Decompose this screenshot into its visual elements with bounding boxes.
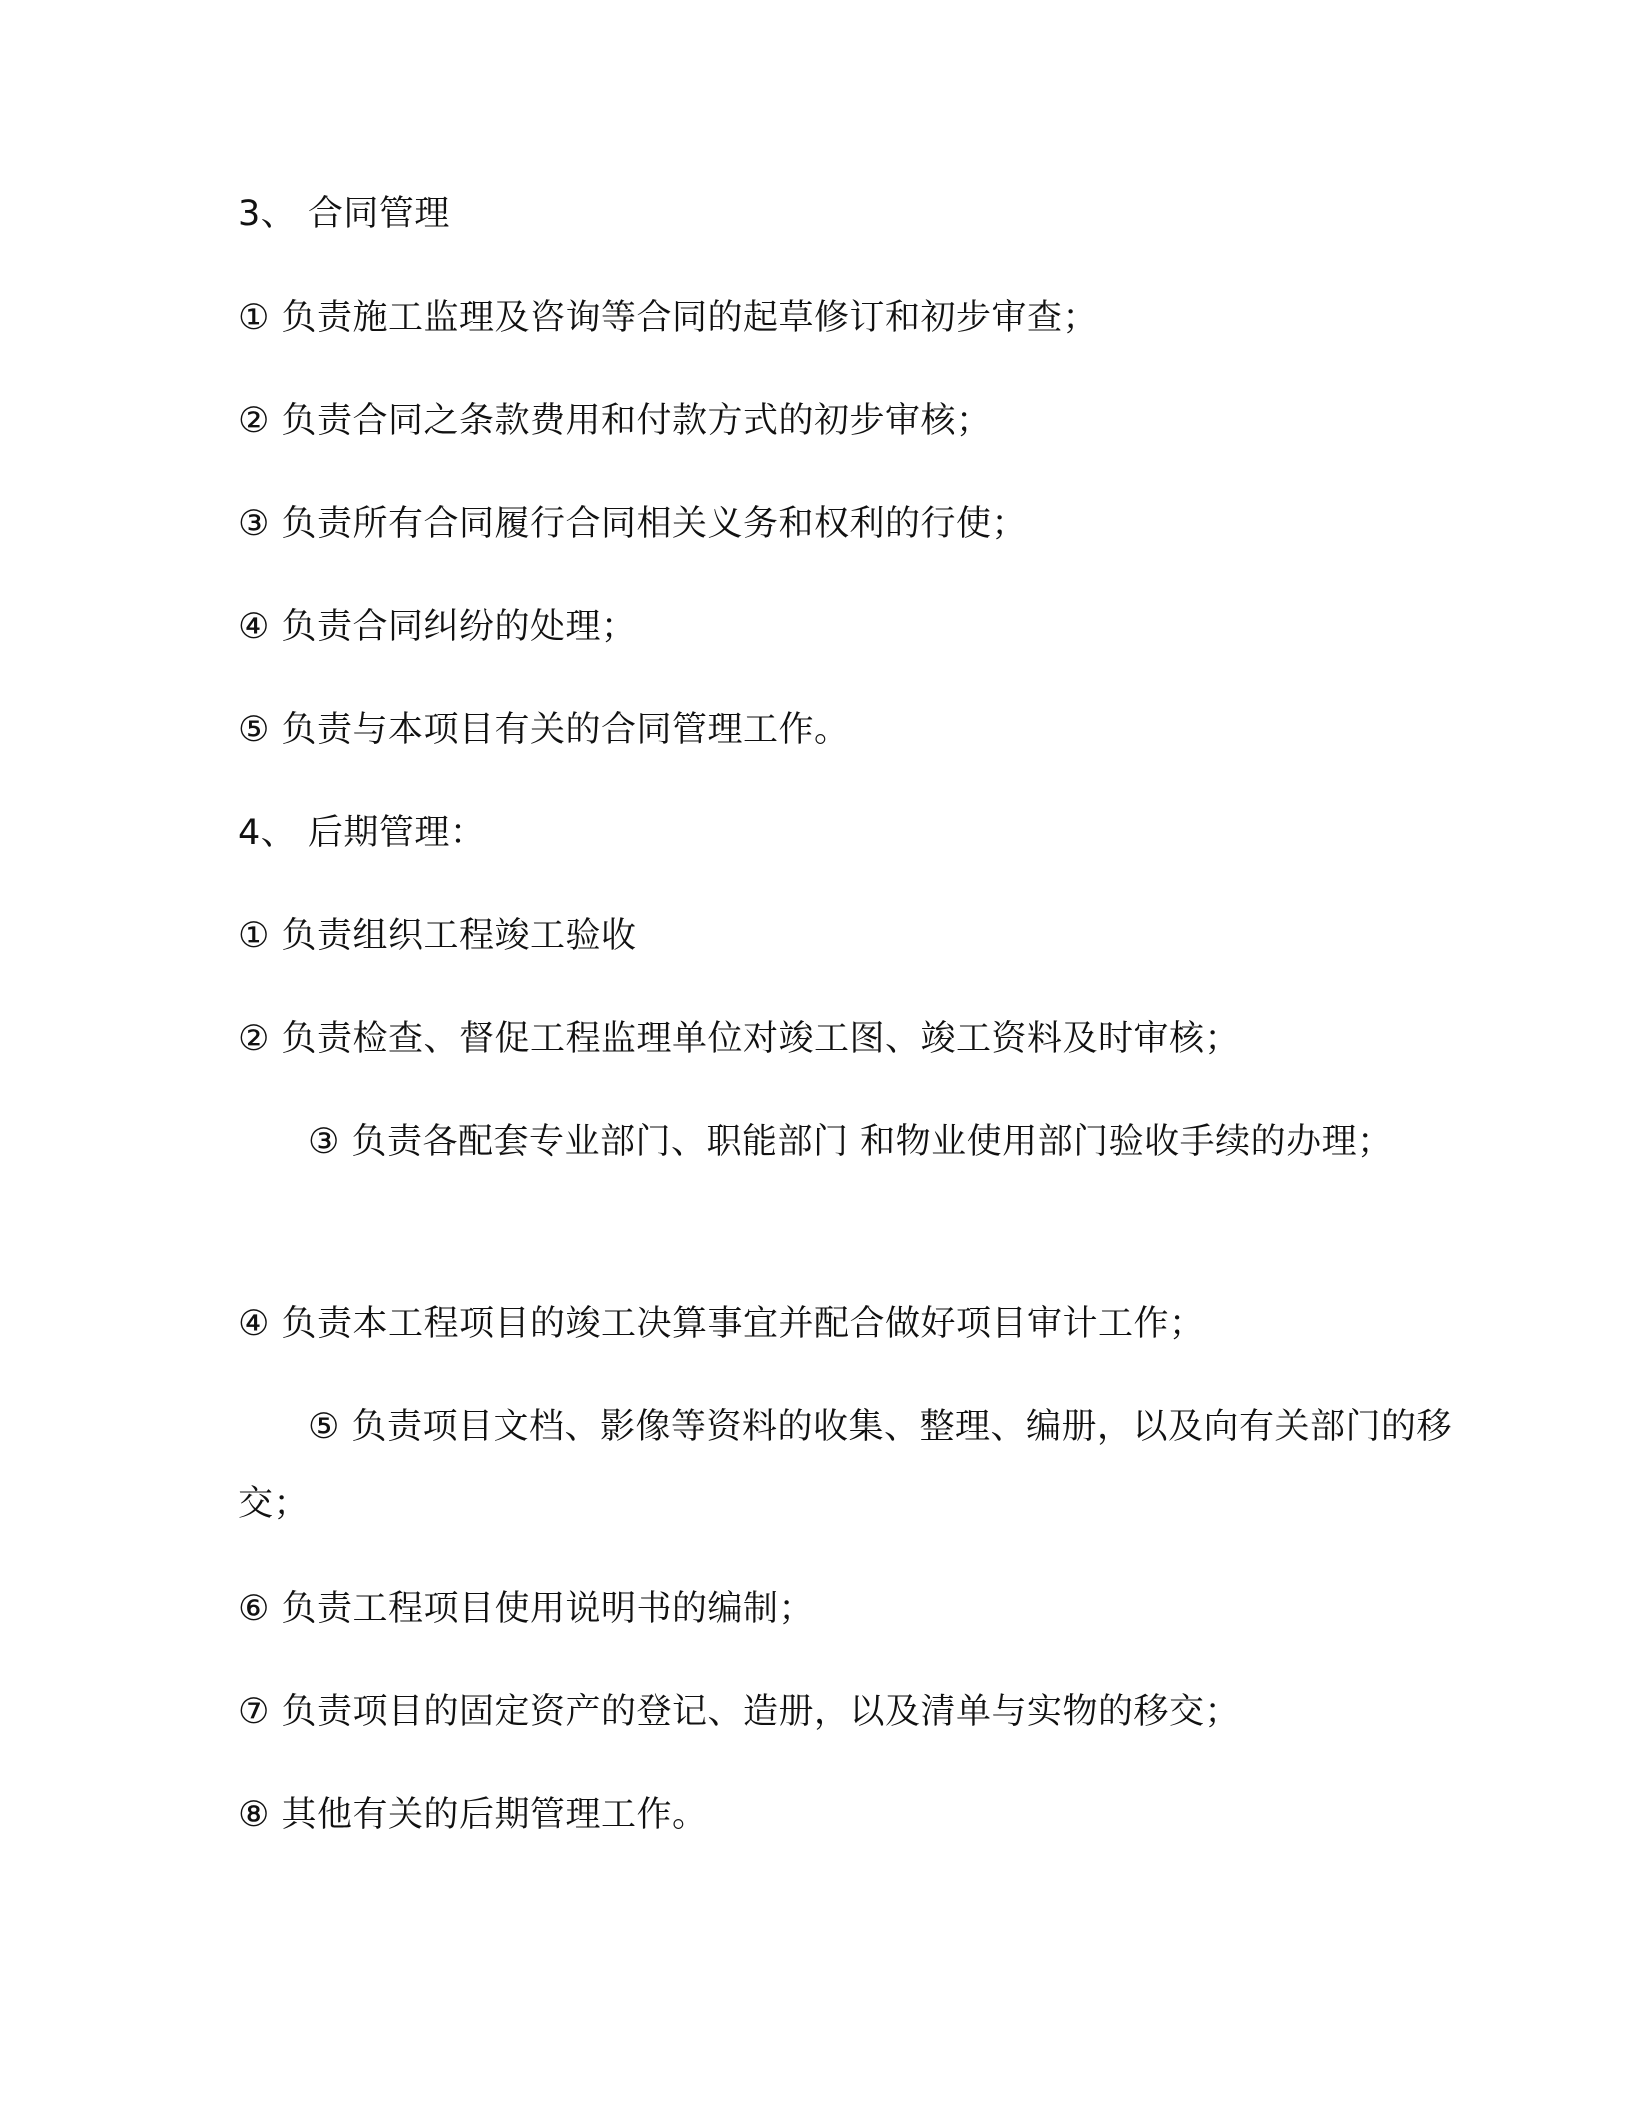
list-item: ② 负责检查、督促工程监理单位对竣工图、竣工资料及时审核；: [238, 1019, 1241, 1059]
list-item: ⑤ 负责与本项目有关的合同管理工作。: [238, 710, 850, 750]
list-item-wrapped: ⑤ 负责项目文档、影像等资料的收集、整理、编册，以及向有关部门的移交；: [238, 1407, 1453, 1524]
list-item: ② 负责合同之条款费用和付款方式的初步审核；: [238, 401, 992, 441]
list-item: ④ 负责本工程项目的竣工决算事宜并配合做好项目审计工作；: [238, 1304, 1205, 1344]
list-item: ③ 负责所有合同履行合同相关义务和权利的行使；: [238, 504, 1028, 544]
list-item-wrapped: [238, 1104, 1478, 1181]
list-item: ⑧ 其他有关的后期管理工作。: [238, 1795, 708, 1835]
section-heading-contract: 3、 合同管理: [238, 194, 450, 234]
list-item: ④ 负责合同纠纷的处理；: [238, 607, 637, 647]
list-item: ⑦ 负责项目的固定资产的登记、造册，以及清单与实物的移交；: [238, 1692, 1241, 1732]
list-item: ⑥ 负责工程项目使用说明书的编制；: [238, 1589, 815, 1629]
list-item: ① 负责组织工程竣工验收: [238, 916, 637, 956]
list-item-text: ③ 负责各配套专业部门、职能部门 和物业使用部门验收手续的办理；: [308, 1122, 1393, 1162]
list-item: ① 负责施工监理及咨询等合同的起草修订和初步审查；: [238, 298, 1099, 338]
section-heading-later: 4、 后期管理：: [238, 813, 486, 853]
